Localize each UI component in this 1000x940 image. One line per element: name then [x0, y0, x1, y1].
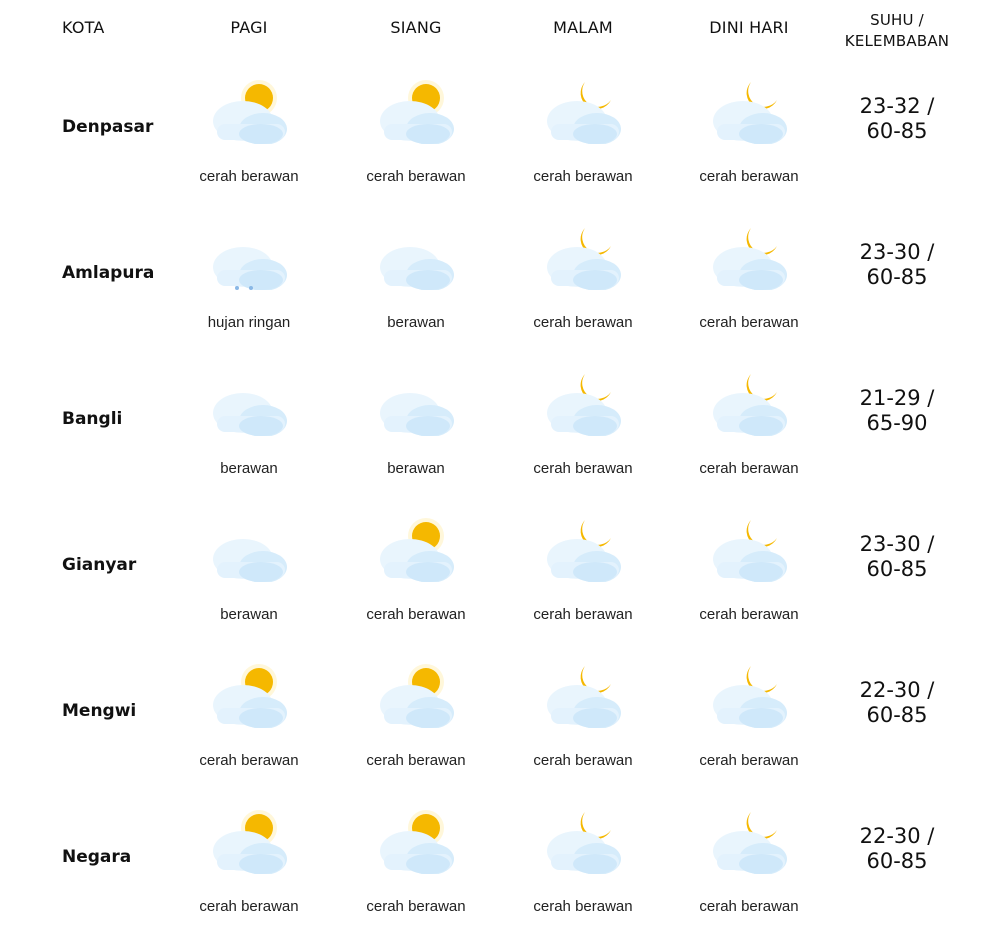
condition-label: cerah berawan [699, 314, 799, 331]
city-name: Negara [62, 847, 132, 867]
condition-label: berawan [387, 314, 445, 331]
forecast-cell-siang [336, 794, 496, 940]
moon-cloud-icon [537, 804, 629, 874]
header-kota: KOTA [62, 18, 105, 37]
city-row [0, 794, 1000, 940]
city-name: Denpasar [62, 117, 154, 137]
moon-cloud-icon [703, 74, 795, 144]
header-siang: SIANG [390, 18, 442, 37]
header-suhu-kelembaban [832, 10, 962, 52]
moon-cloud-icon [703, 220, 795, 290]
condition-label: cerah berawan [199, 752, 299, 769]
sun-cloud-icon [370, 804, 462, 874]
condition-label: cerah berawan [533, 460, 633, 477]
forecast-cell-malam [503, 64, 663, 210]
condition-label: hujan ringan [207, 314, 291, 331]
condition-label: cerah berawan [199, 168, 299, 185]
moon-cloud-icon [703, 804, 795, 874]
temperature-range: 23-30 / [859, 532, 935, 556]
city-row [0, 502, 1000, 648]
temp-humidity [832, 386, 962, 436]
city-name: Amlapura [62, 263, 155, 283]
forecast-cell-siang [336, 502, 496, 648]
humidity-range: 65-90 [866, 411, 928, 435]
condition-label: cerah berawan [199, 898, 299, 915]
header-suhu: SUHU / [870, 11, 924, 29]
condition-label: cerah berawan [366, 168, 466, 185]
humidity-range: 60-85 [866, 557, 928, 581]
condition-label: cerah berawan [533, 606, 633, 623]
forecast-cell-pagi [169, 648, 329, 794]
temp-humidity [832, 824, 962, 874]
forecast-cell-malam [503, 502, 663, 648]
condition-label: cerah berawan [533, 168, 633, 185]
condition-label: berawan [220, 460, 278, 477]
city-name: Gianyar [62, 555, 137, 575]
city-row [0, 648, 1000, 794]
temperature-range: 22-30 / [859, 824, 935, 848]
moon-cloud-icon [703, 658, 795, 728]
moon-cloud-icon [537, 366, 629, 436]
cloud-icon [370, 366, 462, 436]
moon-cloud-icon [537, 220, 629, 290]
moon-cloud-icon [537, 658, 629, 728]
cloud-icon [203, 512, 295, 582]
forecast-cell-siang [336, 210, 496, 356]
forecast-cell-siang [336, 648, 496, 794]
condition-label: berawan [387, 460, 445, 477]
sun-cloud-icon [203, 804, 295, 874]
rain-cloud-icon [203, 220, 295, 290]
humidity-range: 60-85 [866, 265, 928, 289]
forecast-cell-pagi [169, 210, 329, 356]
forecast-cell-dini [669, 502, 829, 648]
city-row [0, 210, 1000, 356]
city-name: Bangli [62, 409, 123, 429]
header-malam: MALAM [553, 18, 613, 37]
city-name: Mengwi [62, 701, 137, 721]
forecast-cell-dini [669, 210, 829, 356]
temp-humidity [832, 240, 962, 290]
humidity-range: 60-85 [866, 849, 928, 873]
sun-cloud-icon [370, 658, 462, 728]
condition-label: cerah berawan [533, 898, 633, 915]
forecast-cell-pagi [169, 502, 329, 648]
cloud-icon [203, 366, 295, 436]
city-row [0, 356, 1000, 502]
humidity-range: 60-85 [866, 703, 928, 727]
temp-humidity [832, 532, 962, 582]
forecast-cell-dini [669, 356, 829, 502]
forecast-cell-dini [669, 794, 829, 940]
condition-label: cerah berawan [699, 752, 799, 769]
condition-label: berawan [220, 606, 278, 623]
sun-cloud-icon [370, 512, 462, 582]
moon-cloud-icon [703, 512, 795, 582]
forecast-cell-dini [669, 648, 829, 794]
forecast-cell-pagi [169, 794, 329, 940]
sun-cloud-icon [203, 74, 295, 144]
forecast-cell-siang [336, 356, 496, 502]
condition-label: cerah berawan [533, 314, 633, 331]
temperature-range: 23-32 / [859, 94, 935, 118]
forecast-cell-pagi [169, 64, 329, 210]
sun-cloud-icon [203, 658, 295, 728]
condition-label: cerah berawan [699, 898, 799, 915]
temperature-range: 23-30 / [859, 240, 935, 264]
temperature-range: 22-30 / [859, 678, 935, 702]
sun-cloud-icon [370, 74, 462, 144]
forecast-cell-malam [503, 356, 663, 502]
city-row [0, 64, 1000, 210]
forecast-cell-dini [669, 64, 829, 210]
moon-cloud-icon [537, 74, 629, 144]
forecast-cell-malam [503, 794, 663, 940]
forecast-cell-malam [503, 648, 663, 794]
header-pagi: PAGI [230, 18, 268, 37]
cloud-icon [370, 220, 462, 290]
temp-humidity [832, 94, 962, 144]
moon-cloud-icon [537, 512, 629, 582]
condition-label: cerah berawan [366, 898, 466, 915]
forecast-cell-siang [336, 64, 496, 210]
condition-label: cerah berawan [366, 752, 466, 769]
forecast-cell-malam [503, 210, 663, 356]
condition-label: cerah berawan [699, 168, 799, 185]
condition-label: cerah berawan [699, 606, 799, 623]
moon-cloud-icon [703, 366, 795, 436]
forecast-cell-pagi [169, 356, 329, 502]
temperature-range: 21-29 / [859, 386, 935, 410]
condition-label: cerah berawan [699, 460, 799, 477]
header-dini-hari: DINI HARI [709, 18, 789, 37]
condition-label: cerah berawan [366, 606, 466, 623]
temp-humidity [832, 678, 962, 728]
header-kelembaban: KELEMBABAN [844, 32, 950, 50]
condition-label: cerah berawan [533, 752, 633, 769]
humidity-range: 60-85 [866, 119, 928, 143]
